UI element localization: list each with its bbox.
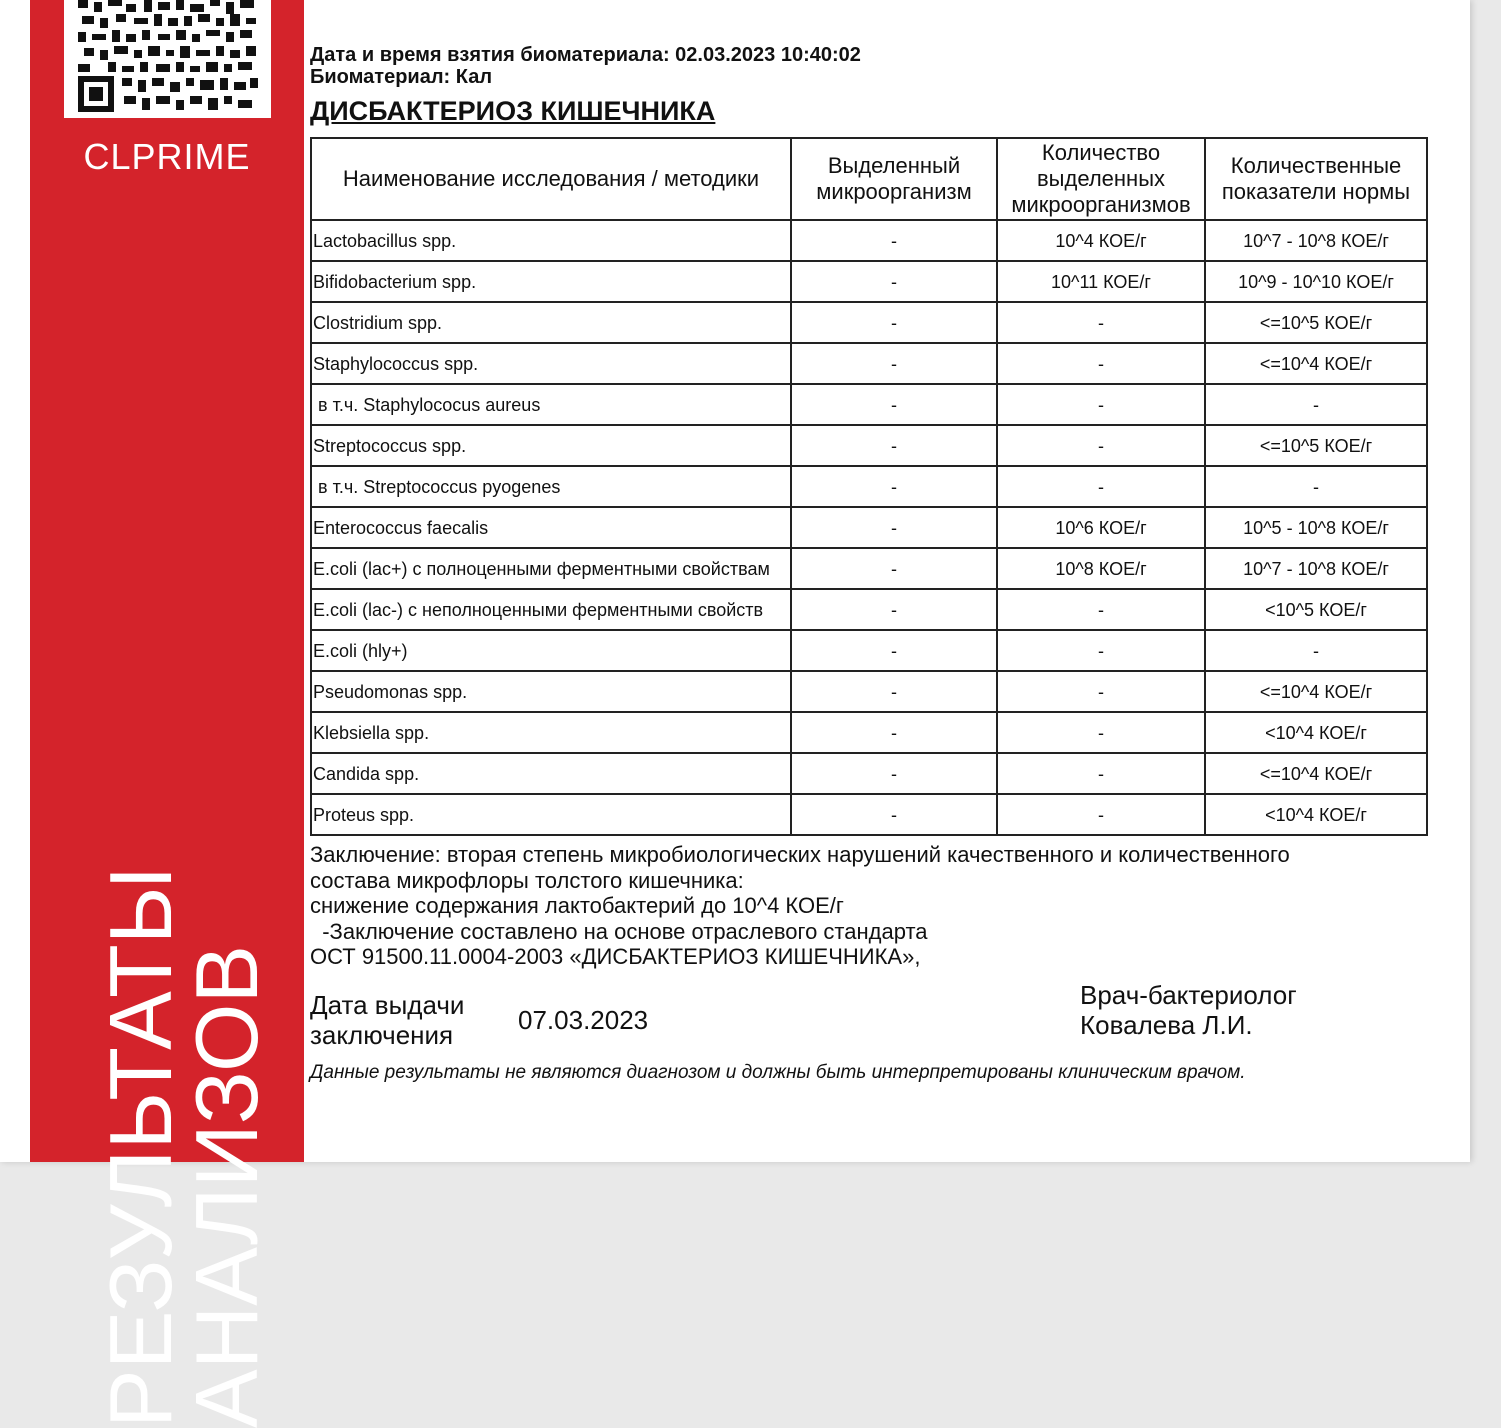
header-quantity: Количество выделенных микроорганизмов	[997, 138, 1205, 220]
table-row	[311, 425, 1427, 466]
cell-organism: -	[791, 343, 997, 384]
cell-test-name: Candida spp.	[311, 753, 791, 794]
cell-test-name: Lactobacillus spp.	[311, 220, 791, 261]
cell-test-name: E.coli (lac+) с полноценными ферментными свойствам	[311, 548, 791, 589]
doctor-name: Ковалева Л.И.	[1080, 1010, 1253, 1040]
cell-organism: -	[791, 589, 997, 630]
cell-quantity: -	[997, 671, 1205, 712]
cell-quantity: -	[997, 630, 1205, 671]
issue-label-line-2: заключения	[310, 1020, 454, 1050]
cell-organism: -	[791, 384, 997, 425]
disclaimer: Данные результаты не являются диагнозом и должны быть интерпретированы клиническим врачом.	[310, 1062, 1246, 1083]
cell-organism: -	[791, 507, 997, 548]
cell-organism: -	[791, 548, 997, 589]
qr-code-icon	[64, 0, 271, 118]
header-organism: Выделенный микроорганизм	[791, 138, 997, 220]
cell-organism: -	[791, 753, 997, 794]
cell-norm: <=10^4 КОЕ/г	[1205, 343, 1427, 384]
cell-norm: <=10^5 КОЕ/г	[1205, 302, 1427, 343]
issue-date-label	[310, 990, 464, 1050]
sample-datetime: Дата и время взятия биоматериала: 02.03.2023 10:40:02	[310, 44, 861, 66]
cell-test-name: в т.ч. Streptococcus pyogenes	[311, 466, 791, 507]
cell-test-name: Staphylococcus spp.	[311, 343, 791, 384]
cell-norm: 10^5 - 10^8 КОЕ/г	[1205, 507, 1427, 548]
sample-meta	[310, 44, 861, 88]
cell-test-name: Clostridium spp.	[311, 302, 791, 343]
table-row	[311, 384, 1427, 425]
side-banner	[91, 802, 288, 1428]
cell-test-name: E.coli (lac-) с неполноценными ферментными свойств	[311, 589, 791, 630]
cell-quantity: -	[997, 466, 1205, 507]
table-row	[311, 261, 1427, 302]
conclusion	[310, 842, 1420, 974]
header-norm: Количественные показатели нормы	[1205, 138, 1427, 220]
table-header-row	[311, 138, 1427, 220]
cell-test-name: Proteus spp.	[311, 794, 791, 835]
cell-norm: <10^4 КОЕ/г	[1205, 712, 1427, 753]
cell-norm: 10^9 - 10^10 КОЕ/г	[1205, 261, 1427, 302]
doctor-role: Врач-бактериолог	[1080, 980, 1297, 1010]
conclusion-line: состава микрофлоры толстого кишечника:	[310, 867, 744, 893]
side-banner-line-1: РЕЗУЛЬТАТЫ	[91, 866, 190, 1428]
cell-norm: 10^7 - 10^8 КОЕ/г	[1205, 548, 1427, 589]
issue-label-line-1: Дата выдачи	[310, 990, 465, 1020]
table-row	[311, 712, 1427, 753]
table-row	[311, 302, 1427, 343]
cell-test-name: в т.ч. Staphylococus aureus	[311, 384, 791, 425]
cell-norm: <=10^4 КОЕ/г	[1205, 671, 1427, 712]
doctor-signature	[1080, 980, 1297, 1040]
cell-organism: -	[791, 425, 997, 466]
cell-organism: -	[791, 220, 997, 261]
cell-norm: 10^7 - 10^8 КОЕ/г	[1205, 220, 1427, 261]
cell-quantity: 10^8 КОЕ/г	[997, 548, 1205, 589]
cell-quantity: 10^11 КОЕ/г	[997, 261, 1205, 302]
cell-quantity: -	[997, 302, 1205, 343]
table-row	[311, 753, 1427, 794]
cell-quantity: -	[997, 384, 1205, 425]
cell-test-name: Enterococcus faecalis	[311, 507, 791, 548]
table-row	[311, 507, 1427, 548]
cell-organism: -	[791, 794, 997, 835]
cell-norm: <=10^4 КОЕ/г	[1205, 753, 1427, 794]
cell-organism: -	[791, 261, 997, 302]
table-row	[311, 671, 1427, 712]
conclusion-line: ОСТ 91500.11.0004-2003 «ДИСБАКТЕРИОЗ КИШЕЧНИКА»,	[310, 944, 921, 969]
table-row	[311, 630, 1427, 671]
cell-quantity: -	[997, 343, 1205, 384]
cell-quantity: -	[997, 589, 1205, 630]
report-title: ДИСБАКТЕРИОЗ КИШЕЧНИКА	[310, 96, 716, 126]
cell-norm: <=10^5 КОЕ/г	[1205, 425, 1427, 466]
table-row	[311, 466, 1427, 507]
cell-norm: -	[1205, 384, 1427, 425]
cell-norm: <10^5 КОЕ/г	[1205, 589, 1427, 630]
sample-biomaterial: Биоматериал: Кал	[310, 66, 493, 88]
cell-test-name: E.coli (hly+)	[311, 630, 791, 671]
cell-test-name: Streptococcus spp.	[311, 425, 791, 466]
cell-quantity: -	[997, 794, 1205, 835]
table-row	[311, 794, 1427, 835]
cell-organism: -	[791, 671, 997, 712]
cell-quantity: -	[997, 425, 1205, 466]
cell-test-name: Pseudomonas spp.	[311, 671, 791, 712]
table-row	[311, 220, 1427, 261]
results-table	[310, 137, 1428, 836]
cell-test-name: Klebsiella spp.	[311, 712, 791, 753]
cell-test-name: Bifidobacterium spp.	[311, 261, 791, 302]
table-row	[311, 343, 1427, 384]
conclusion-line: -Заключение составлено на основе отраслевого стандарта	[310, 918, 928, 944]
cell-quantity: 10^4 КОЕ/г	[997, 220, 1205, 261]
cell-norm: <10^4 КОЕ/г	[1205, 794, 1427, 835]
cell-organism: -	[791, 302, 997, 343]
cell-organism: -	[791, 466, 997, 507]
cell-organism: -	[791, 630, 997, 671]
conclusion-line: Заключение: вторая степень микробиологических нарушений качественного и количественного	[310, 842, 1290, 867]
side-banner-line-2: АНАЛИЗОВ	[177, 944, 276, 1428]
brand-sidebar	[30, 0, 304, 1428]
issue-date: 07.03.2023	[518, 1005, 649, 1035]
table-row	[311, 589, 1427, 630]
cell-quantity: 10^6 КОЕ/г	[997, 507, 1205, 548]
cell-quantity: -	[997, 712, 1205, 753]
brand-logo: CLPRIME	[83, 136, 251, 177]
cell-organism: -	[791, 712, 997, 753]
cell-quantity: -	[997, 753, 1205, 794]
cell-norm: -	[1205, 630, 1427, 671]
conclusion-line: снижение содержания лактобактерий до 10^4 КОЕ/г	[310, 893, 844, 918]
cell-norm: -	[1205, 466, 1427, 507]
table-row	[311, 548, 1427, 589]
header-test-name: Наименование исследования / методики	[311, 138, 791, 220]
